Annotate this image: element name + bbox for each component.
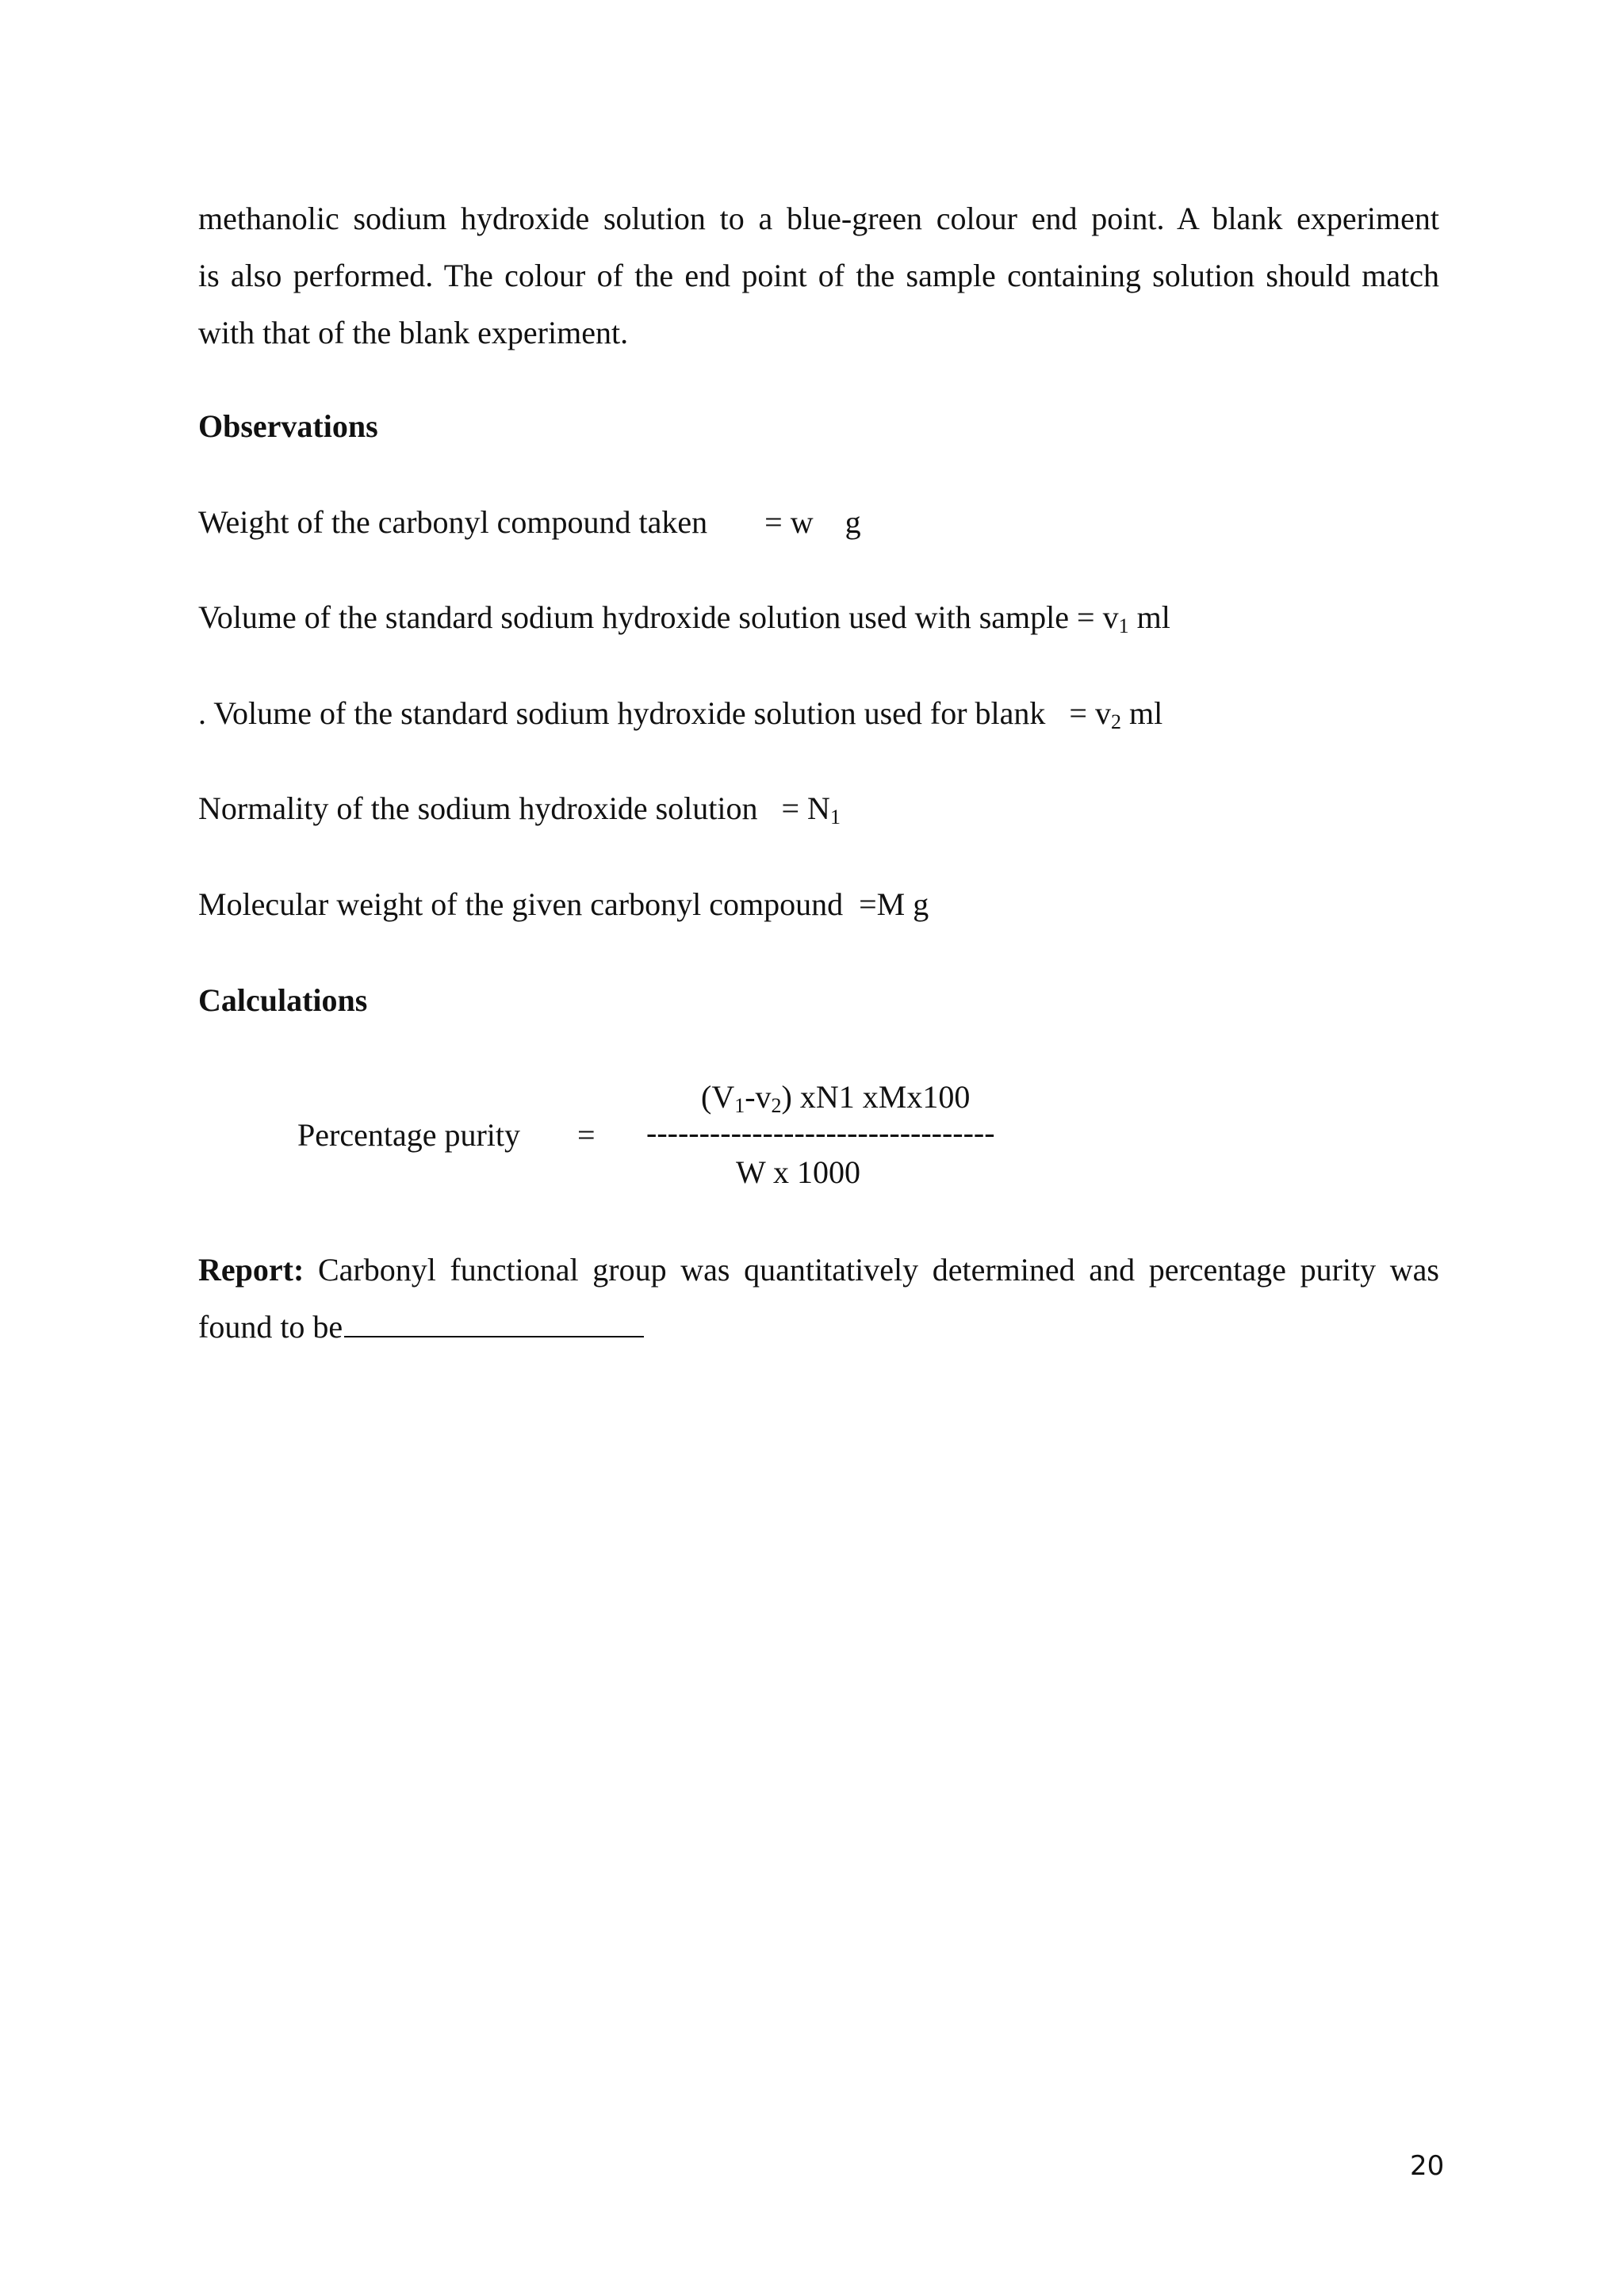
report-text-1: Carbonyl functional group was quantitatively determined and percentage purity was bbox=[304, 1252, 1439, 1288]
observations-heading: Observations bbox=[198, 408, 378, 444]
page-number: 20 bbox=[1410, 2150, 1445, 2182]
observation-volume-blank-label: . Volume of the standard sodium hydroxide solution used for blank bbox=[198, 695, 1046, 731]
formula-numerator bbox=[701, 1078, 970, 1116]
observation-volume-blank bbox=[198, 695, 1162, 733]
report-line-1 bbox=[198, 1242, 1439, 1299]
numerator-sub-2: 2 bbox=[771, 1094, 782, 1117]
observation-normality-label: Normality of the sodium hydroxide solution bbox=[198, 790, 758, 826]
observation-normality-sub: 1 bbox=[829, 806, 841, 828]
report-label: Report: bbox=[198, 1252, 304, 1288]
observation-volume-blank-value: = v bbox=[1069, 695, 1111, 731]
intro-line-3: with that of the blank experiment. bbox=[198, 315, 629, 350]
numerator-open: (V bbox=[701, 1079, 735, 1115]
observation-mol-weight bbox=[198, 886, 929, 924]
formula-label: Percentage purity bbox=[297, 1117, 520, 1153]
observation-mol-weight-label: Molecular weight of the given carbonyl compound bbox=[198, 886, 844, 922]
report-paragraph bbox=[198, 1242, 1439, 1356]
formula-denominator: W x 1000 bbox=[736, 1154, 861, 1190]
observation-weight bbox=[198, 503, 861, 541]
numerator-sub-1: 1 bbox=[734, 1094, 745, 1117]
formula-fraction-bar: --------------------------------- bbox=[646, 1115, 995, 1150]
intro-line-1: methanolic sodium hydroxide solution to a blue-green colour end point. A blank experiment bbox=[198, 201, 1439, 236]
report-answer-blank bbox=[344, 1306, 644, 1337]
report-text-2: found to be bbox=[198, 1309, 343, 1345]
observation-volume-blank-unit: ml bbox=[1120, 695, 1163, 731]
intro-line-2: is also performed. The colour of the end point of the sample containing solution should match bbox=[198, 258, 1439, 293]
numerator-close: ) xN1 xMx100 bbox=[781, 1079, 971, 1115]
observation-volume-sample-sub: 1 bbox=[1118, 614, 1129, 637]
observation-volume-blank-sub: 2 bbox=[1110, 710, 1121, 733]
observation-weight-value: = w g bbox=[764, 504, 861, 540]
observation-volume-sample-label: Volume of the standard sodium hydroxide solution used with sample = v bbox=[198, 599, 1119, 635]
numerator-mid: -v bbox=[745, 1079, 772, 1115]
observation-normality bbox=[198, 790, 841, 828]
observation-volume-sample-unit: ml bbox=[1128, 599, 1170, 635]
formula-equals: = bbox=[577, 1117, 596, 1153]
report-line-2 bbox=[198, 1299, 1439, 1356]
observation-volume-sample bbox=[198, 599, 1170, 637]
calculations-heading: Calculations bbox=[198, 982, 368, 1018]
observation-normality-value: = N bbox=[781, 790, 830, 826]
observation-mol-weight-value: =M g bbox=[859, 886, 929, 922]
observation-weight-label: Weight of the carbonyl compound taken bbox=[198, 504, 708, 540]
intro-paragraph bbox=[198, 190, 1439, 362]
